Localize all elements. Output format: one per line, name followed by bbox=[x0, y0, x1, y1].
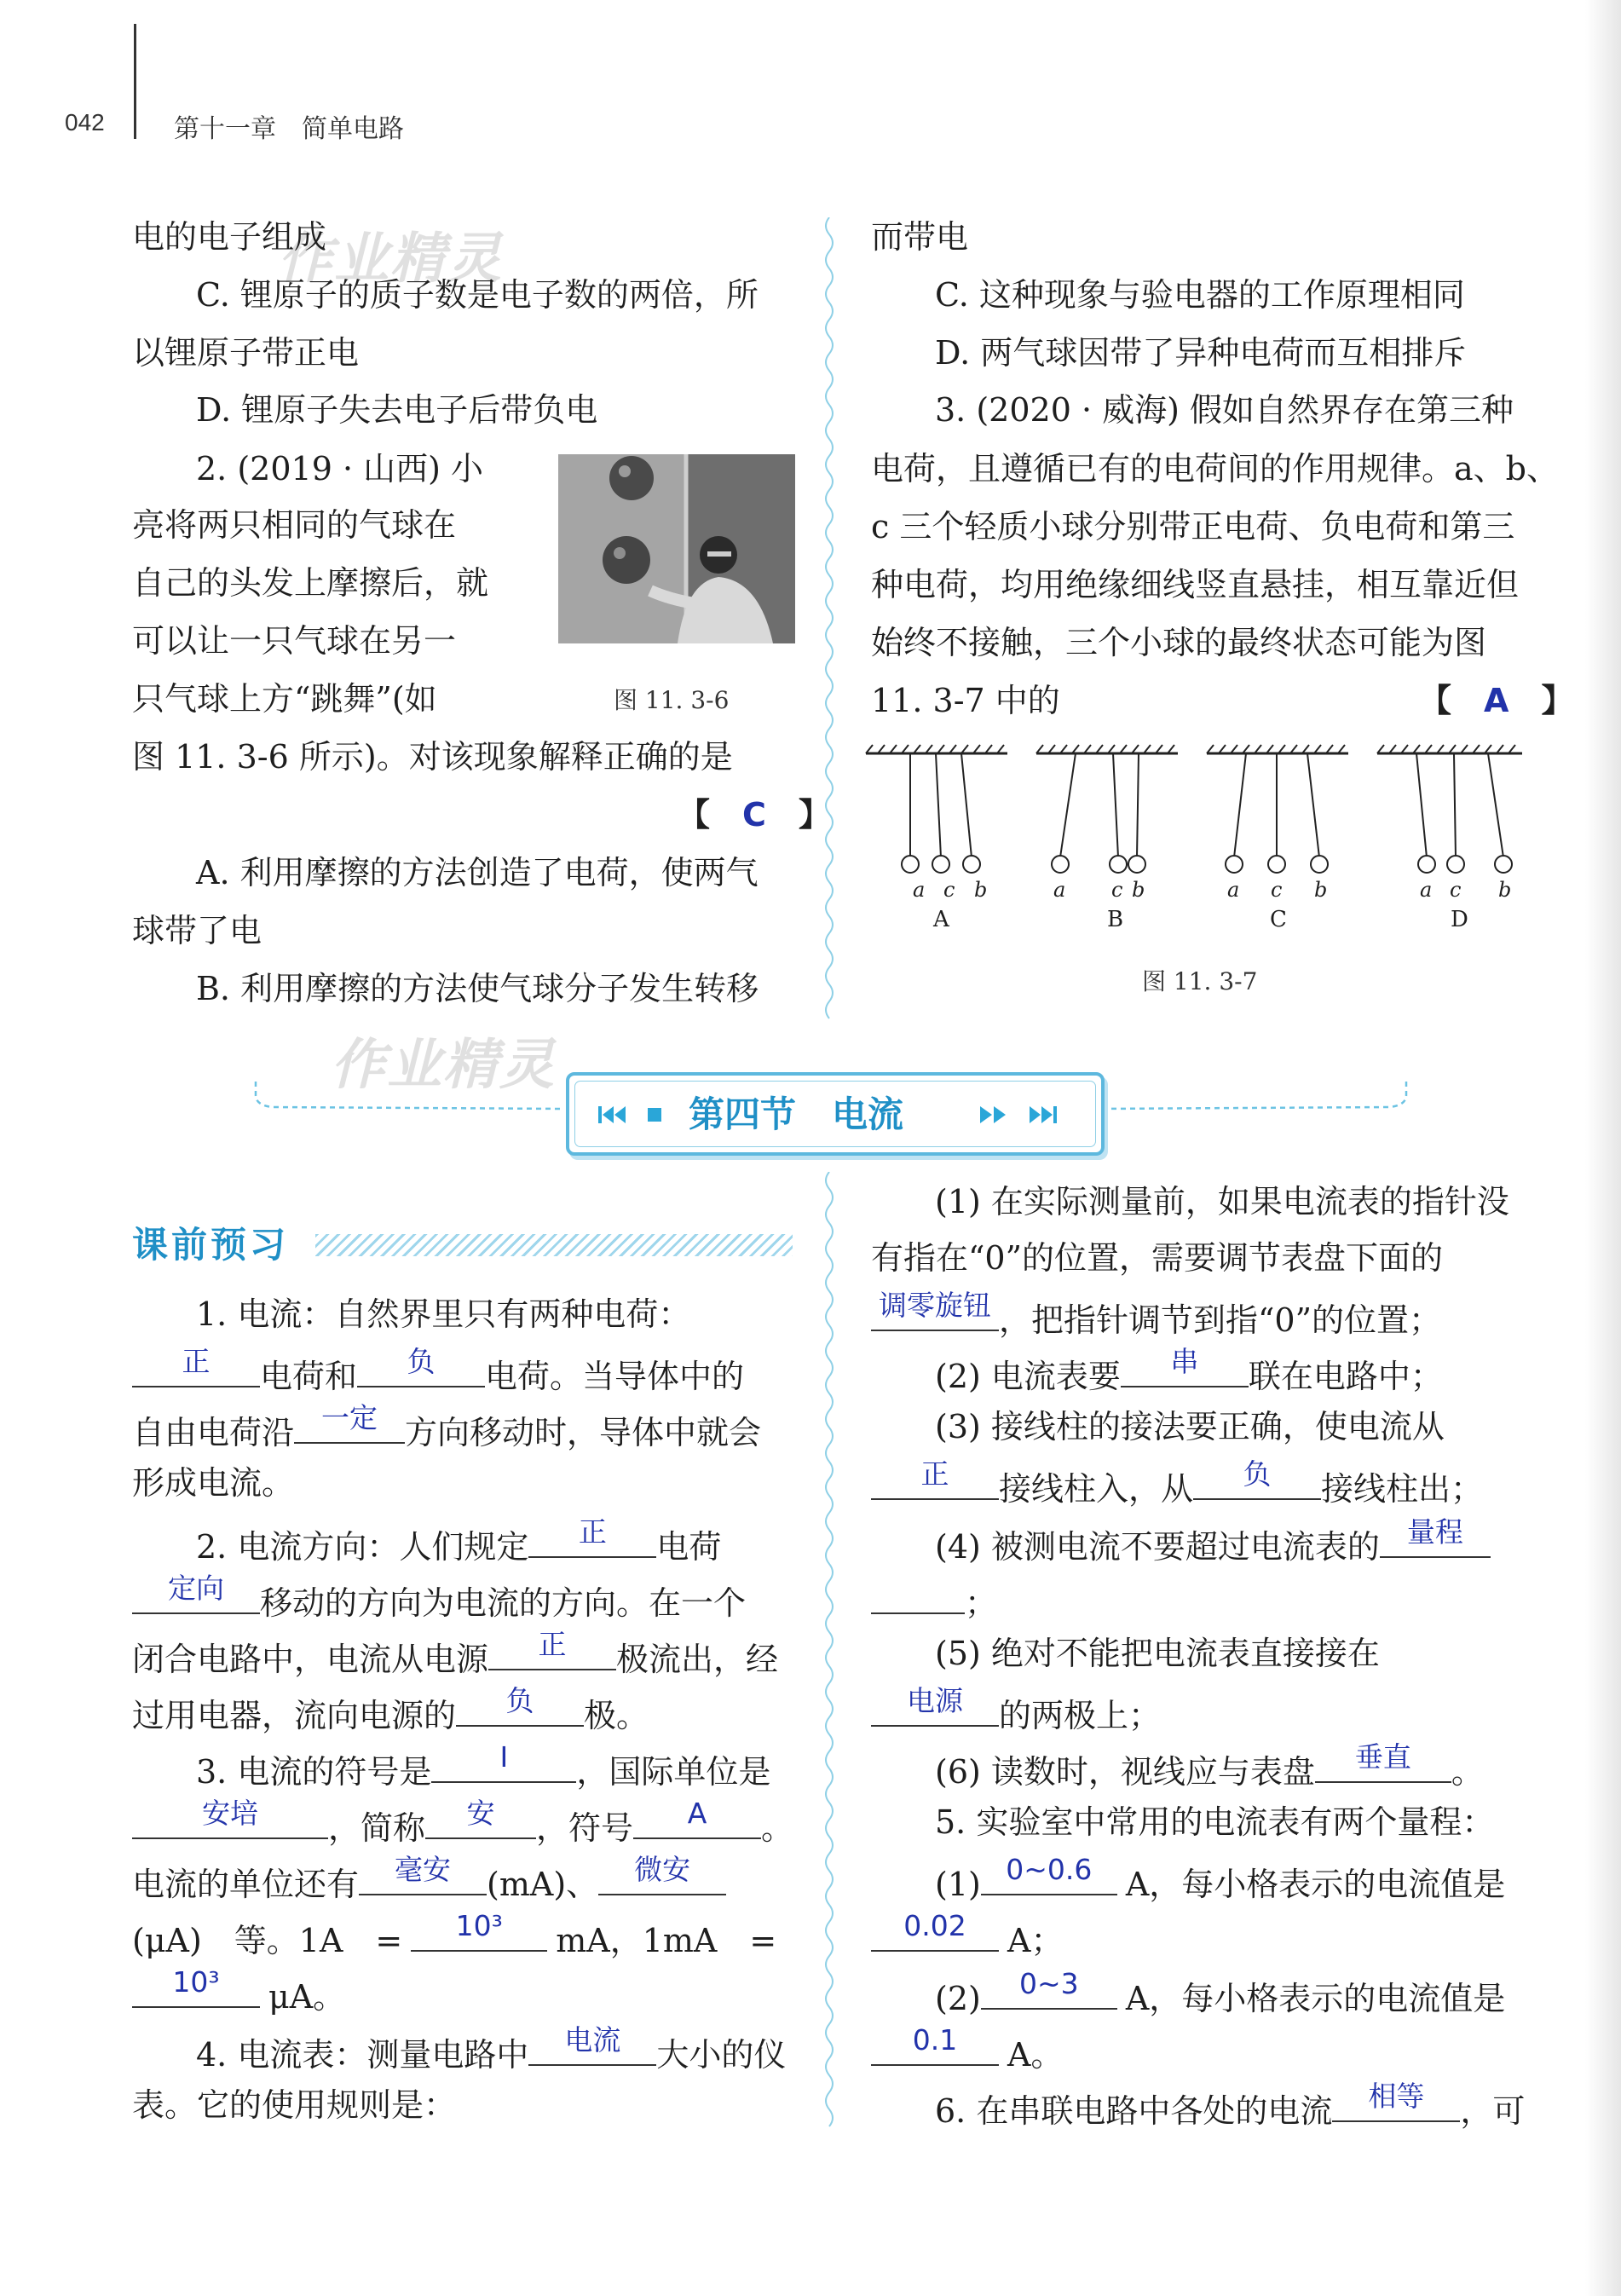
answer-blank: I bbox=[431, 1744, 576, 1783]
ball-label: c bbox=[1271, 878, 1283, 902]
option-c: C. 锂原子的质子数是电子数的两倍，所 bbox=[196, 276, 759, 314]
column-divider bbox=[818, 217, 840, 1027]
skip-back-icon bbox=[598, 1105, 631, 1125]
answer-blank: 0.02 bbox=[871, 1912, 999, 1952]
ball-label: c bbox=[1111, 878, 1123, 902]
question-5: 5. 实验室中常用的电流表有两个量程： bbox=[935, 1803, 1495, 1841]
pendulum-diagram-a bbox=[861, 740, 1010, 876]
preview-heading: 课前预习 bbox=[132, 1224, 290, 1266]
option-b: B. 利用摩擦的方法使气球分子发生转移 bbox=[196, 970, 759, 1007]
text-line: 安培 ，简称 安 ，符号 A 。 bbox=[132, 1800, 793, 1850]
section-banner bbox=[566, 1072, 1105, 1156]
answer-blank: 垂直 bbox=[1315, 1744, 1451, 1783]
heading-hatch bbox=[315, 1234, 793, 1256]
text-line: 11. 3-7 中的 bbox=[871, 682, 1060, 719]
text-line: 只气球上方“跳舞”(如 bbox=[132, 680, 437, 718]
figure-caption: 图 11. 3-6 bbox=[614, 686, 730, 714]
pendulum-diagram-c bbox=[1202, 740, 1351, 876]
pendulum-diagram-d bbox=[1372, 740, 1526, 876]
answer-blank: 一定 bbox=[294, 1405, 405, 1444]
answer-blank: 量程 bbox=[1380, 1519, 1491, 1558]
ball-label: b bbox=[1498, 878, 1512, 902]
answer-blank: 串 bbox=[1121, 1348, 1249, 1387]
square-icon bbox=[648, 1108, 661, 1122]
answer-blank: 0.1 bbox=[871, 2027, 999, 2066]
ball-label: a bbox=[913, 878, 926, 902]
answer-blank: 正 bbox=[871, 1461, 999, 1500]
page-edge bbox=[1585, 0, 1621, 2296]
option-d: D. 锂原子失去电子后带负电 bbox=[196, 391, 598, 429]
text-line: 自己的头发上摩擦后，就 bbox=[132, 564, 489, 602]
text-line: 可以让一只气球在另一 bbox=[132, 622, 457, 660]
ball-label: b bbox=[1314, 878, 1328, 902]
answer-blank: 微安 bbox=[598, 1856, 726, 1895]
text-line: 始终不接触，三个小球的最终状态可能为图 bbox=[871, 624, 1487, 661]
answer-blank: 电流 bbox=[528, 2027, 656, 2066]
option-d: D. 两气球因带了异种电荷而互相排斥 bbox=[935, 334, 1467, 372]
text-line: ； bbox=[871, 1575, 997, 1625]
answer-blank: 正 bbox=[132, 1348, 260, 1387]
text-line: 电的电子组成 bbox=[132, 218, 327, 256]
answer-blank: 负 bbox=[357, 1348, 485, 1387]
pendulum-figure bbox=[861, 740, 1543, 944]
option-a: A. 利用摩擦的方法创造了电荷，使两气 bbox=[196, 854, 759, 891]
text-line: 电荷，且遵循已有的电荷间的作用规律。a、b、 bbox=[871, 450, 1559, 487]
balloon-photo bbox=[558, 454, 795, 643]
answer-blank: 10³ bbox=[411, 1912, 547, 1952]
rule-2: (2) 电流表要 串 联在电路中； bbox=[935, 1345, 1443, 1395]
answer-blank: A bbox=[633, 1800, 761, 1839]
answer-blank: 定向 bbox=[132, 1575, 260, 1614]
ball-label: a bbox=[1227, 878, 1240, 902]
answer-blank: 负 bbox=[456, 1687, 584, 1727]
text-line: 2. 电流方向：人们规定 正 电荷 bbox=[196, 1515, 722, 1566]
option-label: C bbox=[1270, 907, 1287, 932]
answer-bracket: 【 A 】 bbox=[1419, 682, 1574, 719]
question-3: 3. (2020 · 威海) 假如自然界存在第三种 bbox=[935, 391, 1514, 429]
text-line: 种电荷，均用绝缘细线竖直悬挂，相互靠近但 bbox=[871, 566, 1520, 603]
answer-blank bbox=[871, 1575, 965, 1614]
answer-blank: 正 bbox=[488, 1631, 616, 1670]
answer-blank: 电源 bbox=[871, 1687, 999, 1727]
text-line: 表。它的使用规则是： bbox=[132, 2086, 457, 2124]
text-line: 过用电器，流向电源的 负 极。 bbox=[132, 1684, 649, 1734]
section-title: 第四节 电流 bbox=[689, 1093, 904, 1135]
pendulum-diagram-b bbox=[1031, 740, 1180, 876]
text-line: 0.1 A。 bbox=[871, 2027, 1063, 2077]
text-line: 正 电荷和 负 电荷。当导体中的 bbox=[132, 1348, 744, 1399]
text-line: 图 11. 3-6 所示)。对该现象解释正确的是 bbox=[132, 738, 733, 776]
rule-1: (1) 在实际测量前，如果电流表的指针没 bbox=[935, 1183, 1509, 1220]
option-label: A bbox=[933, 907, 949, 932]
answer-blank: 正 bbox=[528, 1519, 656, 1558]
answer-blank: 负 bbox=[1193, 1461, 1321, 1500]
text-line: 10³ μA。 bbox=[132, 1969, 345, 2019]
answer-blank: 毫安 bbox=[359, 1856, 487, 1895]
text-line: 调零旋钮 ，把指针调节到指“0”的位置； bbox=[871, 1292, 1441, 1342]
text-line: 有指在“0”的位置，需要调节表盘下面的 bbox=[871, 1239, 1444, 1277]
rule-5: (5) 绝对不能把电流表直接接在 bbox=[935, 1635, 1380, 1672]
question-6: 6. 在串联电路中各处的电流 相等 ，可 bbox=[935, 2080, 1526, 2130]
text-line: 电源 的两极上； bbox=[871, 1687, 1161, 1738]
text-line: 3. 电流的符号是 I ，国际单位是 bbox=[196, 1740, 771, 1791]
text-line: 亮将两只相同的气球在 bbox=[132, 506, 457, 544]
watermark: 作业精灵 bbox=[331, 1034, 556, 1097]
option-label: B bbox=[1107, 907, 1124, 932]
ball-label: c bbox=[1450, 878, 1462, 902]
text-line: 而带电 bbox=[871, 218, 969, 256]
text-line: 定向 移动的方向为电流的方向。在一个 bbox=[132, 1575, 746, 1625]
text-line: 闭合电路中，电流从电源 正 极流出，经 bbox=[132, 1628, 779, 1678]
text-line: 电流的单位还有 毫安 (mA)、 微安 bbox=[132, 1856, 726, 1907]
ball-label: b bbox=[974, 878, 988, 902]
ball-label: b bbox=[1132, 878, 1145, 902]
text-line: 以锂原子带正电 bbox=[132, 334, 360, 372]
rule-3: (3) 接线柱的接法要正确，使电流从 bbox=[935, 1408, 1445, 1445]
text-line: 4. 电流表：测量电路中 电流 大小的仪 bbox=[196, 2023, 787, 2074]
text-line: (1) 0~0.6 A，每小格表示的电流值是 bbox=[935, 1853, 1506, 1903]
answer-blank: 安培 bbox=[132, 1800, 328, 1839]
text-line: 1. 电流：自然界里只有两种电荷： bbox=[196, 1295, 691, 1333]
text-line: 球带了电 bbox=[132, 912, 262, 949]
text-line: 0.02 A； bbox=[871, 1912, 1063, 1963]
answer-blank: 调零旋钮 bbox=[871, 1292, 999, 1331]
ball-label: a bbox=[1053, 878, 1066, 902]
answer-blank: 相等 bbox=[1332, 2083, 1460, 2122]
rule-6: (6) 读数时，视线应与表盘 垂直 。 bbox=[935, 1740, 1484, 1791]
figure-caption: 图 11. 3-7 bbox=[1142, 967, 1258, 995]
watermark: 作业精灵 bbox=[278, 228, 503, 291]
rule-4: (4) 被测电流不要超过电流表的 量程 bbox=[935, 1519, 1491, 1569]
text-line: 形成电流。 bbox=[132, 1464, 295, 1502]
column-divider bbox=[818, 1172, 840, 2143]
question-2: 2. (2019 · 山西) 小 bbox=[196, 450, 484, 487]
text-line: c 三个轻质小球分别带正电荷、负电荷和第三 bbox=[871, 508, 1515, 545]
chapter-title: 第十一章 简单电路 bbox=[174, 114, 404, 144]
answer-blank: 0~0.6 bbox=[981, 1856, 1117, 1895]
text-line: (2) 0~3 A，每小格表示的电流值是 bbox=[935, 1967, 1506, 2017]
option-label: D bbox=[1451, 907, 1468, 932]
answer-blank: 10³ bbox=[132, 1969, 260, 2008]
q3-answer: A bbox=[1484, 682, 1509, 719]
ball-label: c bbox=[943, 878, 955, 902]
skip-forward-icon bbox=[1028, 1105, 1060, 1125]
answer-blank: 0~3 bbox=[981, 1970, 1117, 2010]
text-line: 正 接线柱入，从 负 接线柱出； bbox=[871, 1461, 1483, 1511]
fast-forward-icon bbox=[978, 1105, 1012, 1125]
ball-label: a bbox=[1420, 878, 1433, 902]
text-line: (μA) 等。1A = 10³ mA，1mA = bbox=[132, 1909, 777, 1959]
answer-bracket: 【 C 】 bbox=[678, 796, 831, 834]
page-number: 042 bbox=[65, 109, 105, 136]
answer-blank: 安 bbox=[425, 1800, 536, 1839]
text-line: 自由电荷沿 一定 方向移动时，导体中就会 bbox=[132, 1401, 762, 1451]
option-c: C. 这种现象与验电器的工作原理相同 bbox=[935, 276, 1465, 314]
q2-answer: C bbox=[742, 796, 766, 834]
header-rule bbox=[134, 24, 136, 139]
